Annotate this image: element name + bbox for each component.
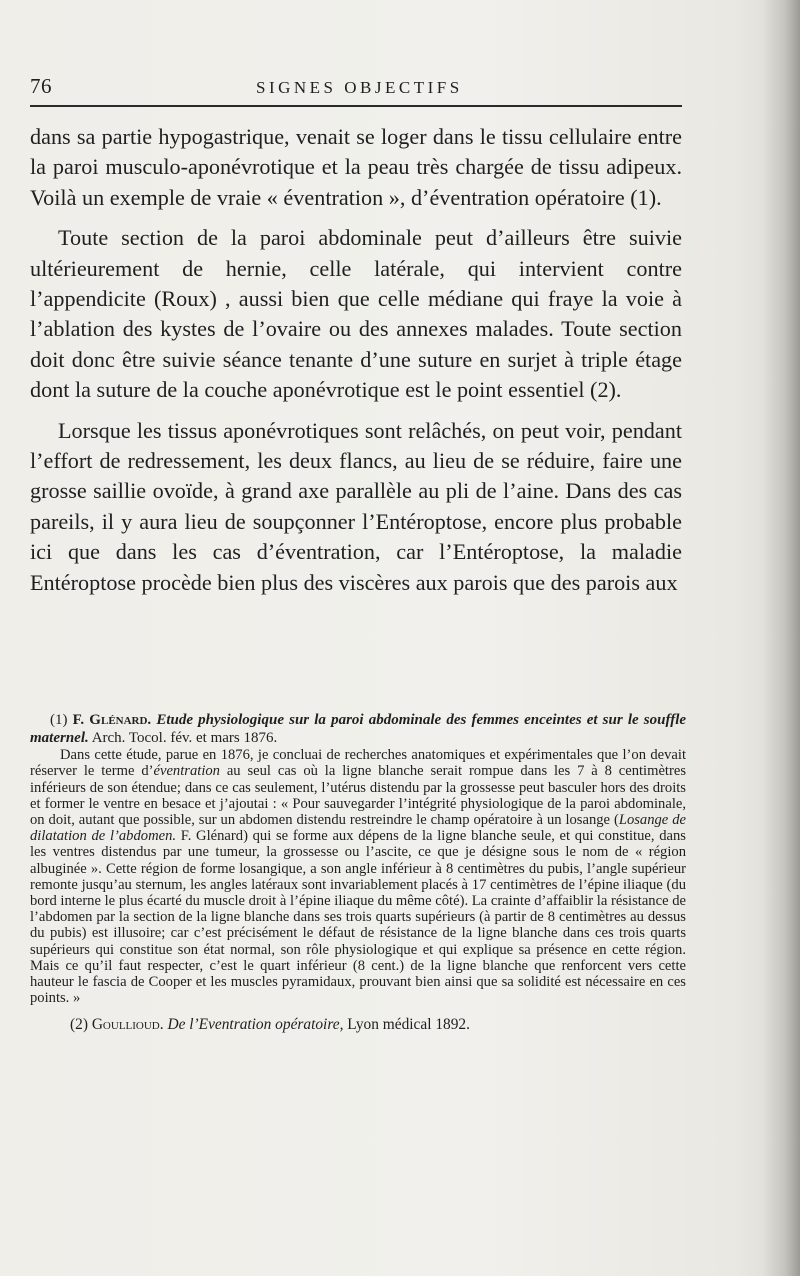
footnote-1-marker: (1) [50, 712, 68, 728]
footnote-1-text [30, 747, 686, 1006]
header-rule [30, 105, 682, 107]
footnote-1-losange: Losange de dilatation de l’abdomen. [30, 812, 686, 845]
footnote-1-author: F. Glénard. [72, 712, 152, 728]
paragraph-1: dans sa partie hypogastrique, venait se loger dans le tissu cellulaire entre la paroi musculo-aponévrotique et la peau très chargée de tissu adipeux. Voilà un exemple de vraie « éventration », d’éventration opératoire (1). [30, 124, 682, 210]
footnote-1-source: Arch. Tocol. fév. et mars 1876. [91, 729, 278, 746]
page-number: 76 [30, 74, 52, 98]
paragraph-3: Lorsque les tissus aponévrotiques sont relâchés, on peut voir, pendant l’effort de redressement, les deux flancs, au lieu de se réduire, faire une grosse saillie ovoïde, à grand axe parallèle au pli de l’aine. Dans des cas pareils, il y aura lieu de soupçonner l’Entéroptose, encore plus probable ici que dans les cas d’éventration, car l’Entéroptose, la maladie Entéroptose procède bien plus des viscères aux parois que des parois aux [30, 417, 682, 595]
page-edge-shadow [762, 0, 800, 1276]
paragraph-2: Toute section de la paroi abdominale peut d’ailleurs être suivie ultérieurement de hernie, celle latérale, qui intervient contre l’appendicite (Roux) , aussi bien que celle médiane qui fraye la voie à l’ablation des kystes de l’ovaire ou des annexes malades. Toute section doit donc être suivie séance tenante d’une suture en surjet à triple étage dont la suture de la couche aponévrotique est le point essentiel (2). [30, 225, 682, 403]
footnote-1-title: Etude physiologique sur la paroi abdominale des femmes enceintes et sur le souffle maternel. [30, 712, 687, 746]
footnote-2-title: De l’Eventration opératoire, [167, 1016, 344, 1034]
footnote-1-text-a: Dans cette étude, parue en 1876, je concluai de recherches anatomiques et expérimentales que l’on devait réserver le terme d’ [30, 747, 686, 780]
footnote-2 [30, 1016, 686, 1034]
running-title: SIGNES OBJECTIFS [256, 78, 463, 97]
footnote-2-source: Lyon médical 1892. [347, 1016, 470, 1034]
footnote-1-citation [30, 712, 686, 747]
body-text [30, 122, 682, 598]
footnote-2-author: Goullioud. [91, 1016, 164, 1034]
footnotes [30, 712, 686, 1034]
footnote-1-term: éventration [153, 763, 220, 780]
footnote-1-text-c: F. Glénard) qui se forme aux dépens de la ligne blanche seule, et qui constitue, dans les ventres distendus par une tumeur, la grossesse ou l’ascite, ce que je désigne sous le nom de « région albuginée ». Cette région de forme losangique, a son angle inférieur à 8 centimètres du pubis, l’angle supérieur remonte jusqu’au sternum, les angles latéraux sont invariablement placés à 17 centimètres de l’épine iliaque (du bord interne le plus écarté du muscle droit à l’épine iliaque du même côté). La crainte d’affaiblir la résistance de l’abdomen par la section de la ligne blanche dans ses trois quarts supérieurs (à partir de 8 centimètres au dessus du pubis) est illusoire; car c’est précisément le défaut de résistance de la ligne blanche dans ces trois quarts supérieurs qui constitue son état normal, son rôle physiologique et qui explique sa présence en cette région. Mais ce qu’il faut respecter, c’est le quart inférieur (8 cent.) de la ligne blanche que renforcent vers cette hauteur le fascia de Cooper et les muscles pyramidaux, prouvant bien ainsi que sa solidité est nécessaire en ces points. » [30, 828, 686, 1007]
footnote-2-marker: (2) [70, 1016, 88, 1034]
page-header [30, 72, 682, 106]
footnote-1-text-b: au seul cas où la ligne blanche serait rompue dans les 7 à 8 centimètres inférieurs de son étendue; dans ce cas seulement, l’utérus distendu par la grossesse peut basculer hors des droits et former le ventre en besace et j’ajoutai : « Pour sauvegarder l’intégrité physiologique de la paroi abdominale, on doit, autant que possible, sur un abdomen distendu restreindre le champ opératoire à un losange ( [30, 763, 687, 828]
